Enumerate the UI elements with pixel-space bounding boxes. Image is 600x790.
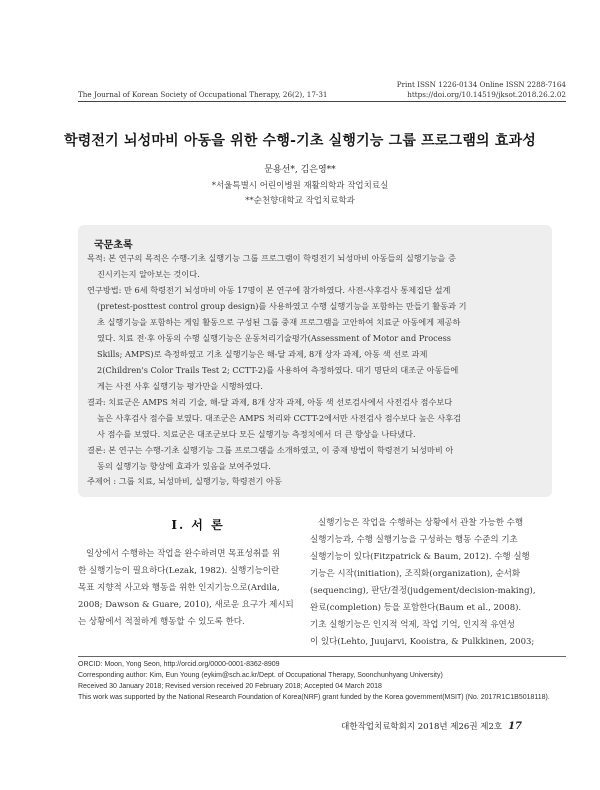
body-line-right: 실행기능이 있다(Fitzpatrick & Baum, 2012). 수행 실행: [310, 552, 530, 562]
affiliation-2: **순천향대학교 작업치료학과: [245, 196, 355, 206]
footnote-orcid: ORCID: Moon, Yong Seon, http://orcid.org/0000-0001-8362-8909: [78, 661, 280, 668]
abstract-line: Skills; AMPS)로 측정하였고 기초 실행기능은 해-달 과제, 8개 상자 과제, 아동 색 선로 과제: [97, 349, 428, 359]
abstract-line: 였다. 치료 전·후 아동의 수행 실행기능은 운동처리기술평가(Assessment of Motor and Process: [97, 333, 451, 343]
header-rule: [78, 101, 566, 102]
footnote-rule: [78, 656, 566, 657]
footnote-corresponding: Corresponding author: Kim, Eun Young (eykim@sch.ac.kr/Dept. of Occupational Therapy, Soonchunhyang University): [78, 672, 443, 679]
abstract-line: 결론: 본 연구는 수행-기초 실행기능 그룹 프로그램을 소개하였고, 이 중재 방법이 학령전기 뇌성마비 아: [87, 445, 454, 455]
body-line-left: 는 상황에서 적절하게 행동할 수 있도록 한다.: [78, 617, 245, 627]
footnote-dates: Received 30 January 2018; Revised version received 20 February 2018; Accepted 04 March 2018: [78, 683, 382, 690]
abstract-line: 게는 사전 사후 실행기능 평가만을 시행하였다.: [97, 381, 263, 391]
abstract-line: (pretest-posttest control group design)를 사용하였고 수행 실행기능을 포함하는 만들기 활동과 기: [97, 301, 467, 311]
abstract-line: 동의 실행기능 향상에 효과가 있음을 보여주었다.: [97, 461, 271, 471]
body-line-right: (sequencing), 판단/결정(judgement/decision-making),: [310, 586, 536, 596]
body-line-left: 한 실행기능이 필요하다(Lezak, 1982). 실행기능이란: [78, 566, 280, 576]
author-list: 문용선*, 김은영**: [264, 165, 336, 175]
abstract-line: 초 실행기능을 포함하는 게임 활동으로 구성된 그룹 중재 프로그램을 고안하여 치료군 아동에게 제공하: [97, 317, 461, 327]
doi-link[interactable]: https://doi.org/10.14519/jksot.2018.26.2.02: [407, 90, 566, 99]
paper-title: 학령전기 뇌성마비 아동을 위한 수행-기초 실행기능 그룹 프로그램의 효과성: [63, 133, 537, 149]
journal-name: The Journal of Korean Society of Occupational Therapy, 26(2), 17-31: [78, 90, 328, 99]
body-line-right: 완료(completion) 등을 포함한다(Baum et al., 2008).: [310, 603, 522, 613]
abstract-line: 사 점수를 보였다. 치료군은 대조군보다 모든 실행기능 측정치에서 더 큰 향상을 나타냈다.: [97, 429, 416, 439]
footer-journal: [341, 720, 522, 732]
abstract-line: 2(Children's Color Trails Test 2; CCTT-2)를 사용하여 측정하였다. 대기 명단의 대조군 아동들에: [97, 365, 459, 375]
page-number: 17: [508, 721, 522, 732]
section-heading: Ⅰ. 서 론: [171, 518, 225, 532]
abstract-heading: 국문초록: [94, 240, 133, 251]
body-line-left: 2008; Dawson & Guare, 2010), 새로운 요구가 제시되: [78, 600, 294, 610]
body-line-right: 이 있다(Lehto, Juujarvi, Kooistra, & Pulkkinen, 2003;: [310, 637, 535, 647]
abstract-line: 결과: 치료군은 AMPS 처리 기술, 해-달 과제, 8개 상자 과제, 아동 색 선로검사에서 사전검사 점수보다: [87, 397, 453, 407]
footer-journal-title: 대한작업치료학회지 2018년 제26권 제2호: [341, 722, 503, 732]
affiliation-1: *서울특별시 어린이병원 재활의학과 작업치료실: [211, 181, 389, 191]
body-line-right: 기능은 시작(initiation), 조직화(organization), 순서화: [310, 569, 521, 579]
body-line-left: 일상에서 수행하는 작업을 완수하려면 목표성취를 위: [86, 549, 281, 559]
body-line-right: 실행기능과, 수행 실행기능을 구성하는 행동 수준의 기초: [310, 535, 518, 545]
abstract-line: 목적: 본 연구의 목적은 수행-기초 실행기능 그룹 프로그램이 학령전기 뇌성마비 아동들의 실행기능을 증: [87, 253, 456, 263]
keywords: 주제어 : 그룹 치료, 뇌성마비, 실행기능, 학령전기 아동: [87, 476, 282, 486]
abstract-line: 높은 사후검사 점수를 보였다. 대조군은 AMPS 처리와 CCTT-2에서만 사전검사 점수보다 높은 사후검: [97, 413, 461, 423]
body-line-right: 실행기능은 작업을 수행하는 상황에서 관찰 가능한 수행: [318, 518, 524, 528]
footnote-funding: This work was supported by the National Research Foundation of Korea(NRF) grant funded by the Korea government(MSIT) (No. 2017R1C1B5018118).: [78, 694, 550, 701]
abstract-line: 연구방법: 만 6세 학령전기 뇌성마비 아동 17명이 본 연구에 참가하였다. 사전-사후검사 통제집단 설계: [87, 285, 451, 295]
abstract-box: [78, 225, 552, 497]
abstract-line: 진시키는지 알아보는 것이다.: [97, 269, 200, 279]
issn-text: Print ISSN 1226-0134 Online ISSN 2288-7164: [396, 80, 566, 89]
body-line-left: 목표 지향적 사고와 행동을 위한 인지기능으로(Ardila,: [78, 583, 280, 593]
issn-block: [397, 80, 566, 100]
body-line-right: 기초 실행기능은 인지적 억제, 작업 기억, 인지적 유연성: [310, 620, 515, 630]
